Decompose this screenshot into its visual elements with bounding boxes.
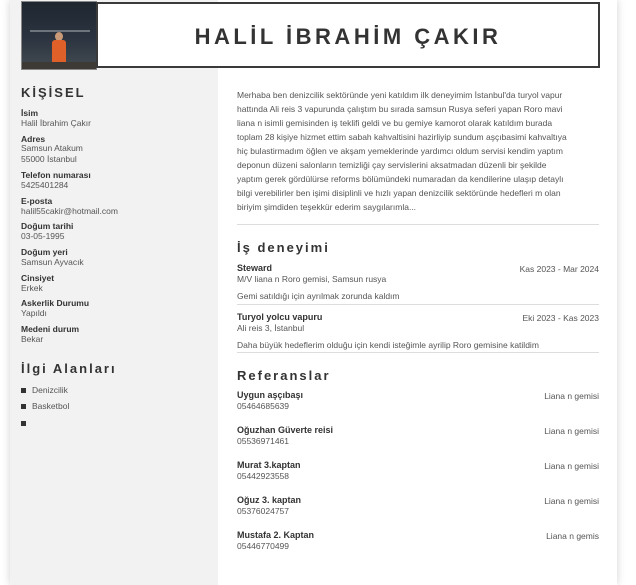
name-header-box: [96, 2, 600, 68]
personal-label-marital: Medeni durum: [21, 324, 80, 334]
job-description: Daha büyük hedeflerim olduğu için kendi isteğimle ayrilip Roro gemisine katildim: [237, 340, 539, 350]
personal-value-birthdate: 03-05-1995: [21, 231, 65, 241]
divider: [237, 224, 599, 225]
personal-value-marital: Bekar: [21, 334, 44, 344]
personal-section-title: KİŞİSEL: [21, 85, 86, 100]
reference-phone: 05376024757: [237, 506, 290, 516]
page-title: HALİL İBRAHİM ÇAKIR: [194, 24, 502, 49]
reference-phone: 05536971461: [237, 436, 290, 446]
personal-value-address-line1: Samsun Atakum: [21, 143, 83, 153]
bullet-square-icon: [21, 421, 26, 426]
reference-name: Uygun aşçıbaşı: [237, 390, 304, 400]
job-title: Steward: [237, 263, 273, 273]
personal-value-name: Halil İbrahim Çakır: [21, 118, 91, 128]
reference-phone: 05442923558: [237, 471, 290, 481]
personal-label-email: E-posta: [21, 196, 53, 206]
personal-value-email[interactable]: halil55cakir@hotmail.com: [21, 206, 118, 216]
personal-label-phone: Telefon numarası: [21, 170, 91, 180]
personal-value-military: Yapıldı: [21, 308, 47, 318]
bullet-square-icon: [21, 404, 26, 409]
reference-phone: 05464685639: [237, 401, 290, 411]
personal-label-military: Askerlik Durumu: [21, 298, 90, 308]
interests-section-title: İlgi Alanları: [21, 361, 117, 376]
references-section-title: Referanslar: [237, 368, 331, 383]
personal-value-birthplace: Samsun Ayvacık: [21, 257, 84, 267]
reference-name: Oğuz 3. kaptan: [237, 495, 302, 505]
job-date: Kas 2023 - Mar 2024: [519, 264, 599, 274]
job-description: Gemi satıldığı için ayrılmak zorunda kaldım: [237, 291, 400, 301]
profile-photo: [21, 1, 97, 70]
interest-item: Denizcilik: [21, 385, 68, 395]
reference-company: Liana n gemisi: [544, 496, 599, 506]
divider: [237, 304, 599, 305]
interest-item: [21, 418, 32, 428]
interest-item: Basketbol: [21, 401, 69, 411]
personal-value-address-line2: 55000 İstanbul: [21, 154, 77, 164]
cv-page: [10, 0, 617, 585]
divider: [237, 352, 599, 353]
job-company: Ali reis 3, İstanbul: [237, 323, 305, 333]
reference-company: Liana n gemisi: [544, 391, 599, 401]
job-title: Turyol yolcu vapuru: [237, 312, 323, 322]
personal-label-gender: Cinsiyet: [21, 273, 55, 283]
personal-label-birthplace: Doğum yeri: [21, 247, 68, 257]
personal-label-birthdate: Doğum tarihi: [21, 221, 74, 231]
personal-value-gender: Erkek: [21, 283, 43, 293]
summary-paragraph: Merhaba ben denizcilik sektöründe yeni katıldım ilk deneyimim İstanbul'da turyol vapur hattında Ali reis 3 vapurunda çalıştım bu sırada samsun Rusya seferi yapan Roro mavi liana n isimli gemisinden iş teklifi geldi ve bu gemiye kamorot olarak katıldım burada toplam 28 kişiye hizmet ettim sabah kahvaltisini hazirliyip sundum aşçıbasimi kahvaltıya hiç bulastirmadım öğlen ve akşam yemeklerinde yardımcı oldum servisi kendim yaptım deponun düzeni salonların temizliği çay servislerini aksatmadan düzenli bir şekilde yaptım gerek gördülürse reforms bölümündeki numaradan da kendilerine ulaşıp detaylı bilgi verebilirler ben işimi disiplinli ve hızlı yapan denizcilik sektöründe hedefleri m olan biriyim şimdiden teşekkür ederim saygılarımla...: [237, 90, 567, 212]
reference-name: Murat 3.kaptan: [237, 460, 301, 470]
experience-section-title: İş deneyimi: [237, 240, 330, 255]
personal-value-phone: 5425401284: [21, 180, 69, 190]
personal-label-name: İsim: [21, 108, 39, 118]
bullet-square-icon: [21, 388, 26, 393]
personal-label-address: Adres: [21, 134, 46, 144]
job-date: Eki 2023 - Kas 2023: [522, 313, 599, 323]
reference-company: Liana n gemisi: [544, 426, 599, 436]
reference-company: Liana n gemis: [546, 531, 599, 541]
reference-company: Liana n gemisi: [544, 461, 599, 471]
job-company: M/V liana n Roro gemisi, Samsun rusya: [237, 274, 387, 284]
reference-name: Oğuzhan Güverte reisi: [237, 425, 334, 435]
reference-name: Mustafa 2. Kaptan: [237, 530, 315, 540]
sidebar: [10, 0, 218, 585]
reference-phone: 05446770499: [237, 541, 290, 551]
